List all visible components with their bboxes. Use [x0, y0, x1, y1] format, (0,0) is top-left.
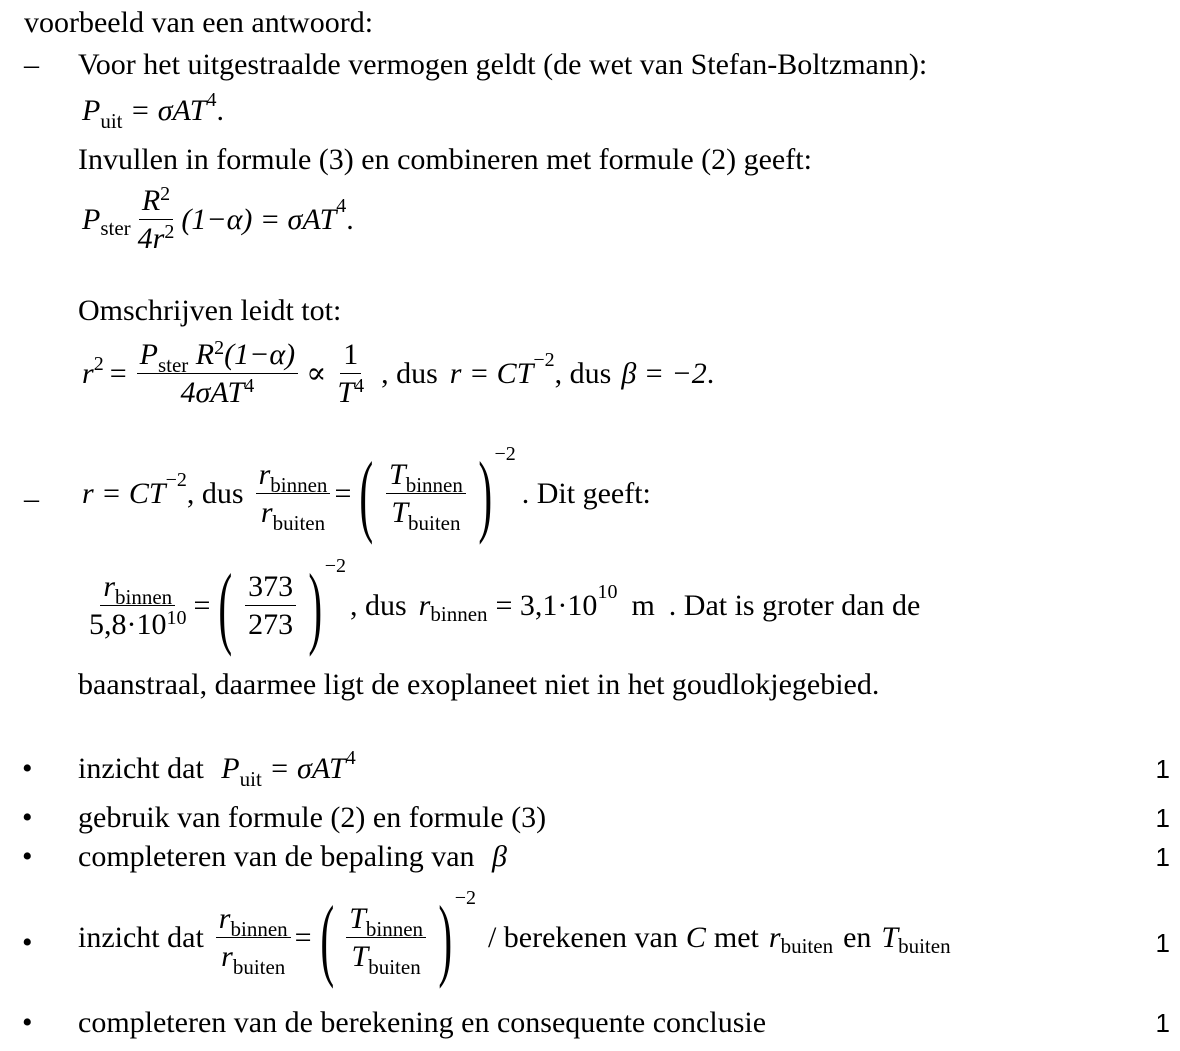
conclusie-text: baanstraal, daarmee ligt de exoplaneet niet in het goudlokjegebied.	[78, 668, 880, 701]
formula-r-squared: r 2 = $\frac{P_{ster} R^2(1-\alpha)}{4\sigma AT^4}$ ∝ $\frac{1}{T^4}$ , dus r = CT −2 , dus β = −2 .	[82, 337, 715, 409]
bullet-2: •	[22, 801, 33, 834]
formula-ratio: r = CT −2 , dus $\frac{r_{binnen}}{r_{buiten}}$ = ( $\frac{T_{binnen}}{T_{buiten}}$ ) −2 . Dit geeft:	[82, 443, 651, 545]
scoring-item-2: gebruik van formule (2) en formule (3)	[78, 801, 547, 834]
dash-2: –	[24, 482, 39, 515]
invullen-text: Invullen in formule (3) en combineren met formule (2) geeft:	[78, 143, 812, 176]
intro-text: voorbeeld van een antwoord:	[24, 6, 374, 39]
scoring-item-1: inzicht dat $P_{uit} = \sigma AT^4$	[78, 747, 356, 791]
score-3: 1	[1155, 842, 1170, 872]
score-2: 1	[1155, 803, 1170, 833]
bullet-1: •	[22, 752, 33, 785]
dash-1: –	[24, 48, 39, 81]
score-1: 1	[1155, 754, 1170, 784]
stefan-boltzmann-text: Voor het uitgestraalde vermogen geldt (de wet van Stefan-Boltzmann):	[78, 48, 928, 81]
formula-p-uit: $P_{uit} = \sigma AT^4$.	[82, 89, 224, 133]
omschrijven-text: Omschrijven leidt tot:	[78, 294, 342, 327]
bullet-5: •	[22, 1006, 33, 1039]
score-4: 1	[1155, 928, 1170, 958]
bullet-4: •	[22, 926, 33, 959]
score-5: 1	[1155, 1008, 1170, 1038]
scoring-item-3: completeren van de bepaling van β	[78, 840, 507, 873]
formula-p-ster: P ster $\frac{R^2}{4r^2}$ (1−α) = σAT 4 .	[82, 183, 354, 255]
formula-numeric: $\frac{r_{binnen}}{5,8\cdot 10^{10}}$ = ( $\frac{373}{273}$ ) −2 , dus r binnen = 3,1·10 10 m . Dat is groter dan de	[89, 555, 921, 657]
bullet-3: •	[22, 840, 33, 873]
scoring-item-4: inzicht dat $\frac{r_{binnen}}{r_{buiten}}$ = ( $\frac{T_{binnen}}{T_{buiten}}$ ) −2 / berekenen van C met r buiten en T buiten	[78, 887, 951, 989]
scoring-item-5: completeren van de berekening en consequente conclusie	[78, 1006, 767, 1039]
